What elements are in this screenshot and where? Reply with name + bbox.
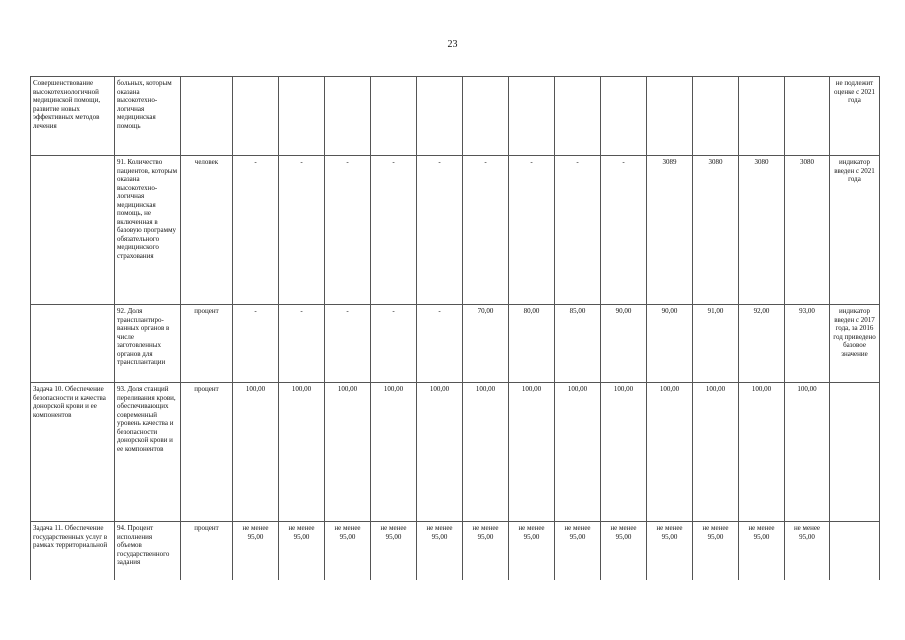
value-cell: - (509, 156, 555, 305)
indicator-cell: 93. Доля станций переливания крови, обеспечивающих современный уровень качества и безопасности донорской крови и ее компонентов (115, 383, 181, 522)
value-cell: - (371, 305, 417, 383)
value-cell: - (279, 156, 325, 305)
value-cell: 100,00 (601, 383, 647, 522)
value-cell: 100,00 (463, 383, 509, 522)
value-cell: - (601, 156, 647, 305)
value-cell: - (233, 156, 279, 305)
value-cell: 3080 (739, 156, 785, 305)
value-cell (371, 77, 417, 156)
table-row (31, 156, 880, 305)
value-cell: 100,00 (647, 383, 693, 522)
value-cell: - (463, 156, 509, 305)
value-cell: - (555, 156, 601, 305)
value-cell: не менее 95,00 (601, 522, 647, 581)
unit-cell: процент (181, 305, 233, 383)
value-cell: - (417, 305, 463, 383)
value-cell: 3080 (693, 156, 739, 305)
note-cell: индикатор введен с 2017 года, за 2016 год приведено базовое значение (830, 305, 880, 383)
value-cell: 100,00 (509, 383, 555, 522)
table-row (31, 77, 880, 156)
value-cell (785, 77, 830, 156)
value-cell: 91,00 (693, 305, 739, 383)
table-row (31, 305, 880, 383)
value-cell (739, 77, 785, 156)
page-number: 23 (447, 39, 458, 50)
unit-cell: процент (181, 383, 233, 522)
indicators-table (30, 76, 880, 580)
value-cell: 100,00 (325, 383, 371, 522)
value-cell: 100,00 (371, 383, 417, 522)
table-row (31, 522, 880, 581)
value-cell (693, 77, 739, 156)
note-cell (830, 383, 880, 522)
note-cell: индикатор введен с 2021 года (830, 156, 880, 305)
value-cell: 3080 (785, 156, 830, 305)
value-cell: 3089 (647, 156, 693, 305)
value-cell: 70,00 (463, 305, 509, 383)
value-cell: не менее 95,00 (509, 522, 555, 581)
task-cell: Задача 10. Обеспечение безопасности и качества донорской крови и ее компонентов (31, 383, 115, 522)
value-cell: - (417, 156, 463, 305)
value-cell (509, 77, 555, 156)
task-cell (31, 156, 115, 305)
unit-cell: процент (181, 522, 233, 581)
note-cell (830, 522, 880, 581)
value-cell: 85,00 (555, 305, 601, 383)
value-cell: 90,00 (601, 305, 647, 383)
value-cell: - (279, 305, 325, 383)
value-cell (647, 77, 693, 156)
value-cell (601, 77, 647, 156)
value-cell: 100,00 (785, 383, 830, 522)
indicator-cell: 92. Доля трансплантированных органов в числе заготовленных органов для трансплантации (115, 305, 181, 383)
table-row (31, 383, 880, 522)
value-cell: 100,00 (417, 383, 463, 522)
value-cell (279, 77, 325, 156)
note-cell: не подлежит оценке с 2021 года (830, 77, 880, 156)
unit-cell (181, 77, 233, 156)
indicator-cell: 94. Процент исполнения объемов государственного задания (115, 522, 181, 581)
value-cell (417, 77, 463, 156)
value-cell (325, 77, 371, 156)
value-cell (233, 77, 279, 156)
task-cell: Задача 11. Обеспечение государственных услуг в рамках территориальной (31, 522, 115, 581)
value-cell: - (325, 305, 371, 383)
value-cell: не менее 95,00 (417, 522, 463, 581)
value-cell: 100,00 (739, 383, 785, 522)
value-cell: 93,00 (785, 305, 830, 383)
value-cell: 100,00 (555, 383, 601, 522)
value-cell: 92,00 (739, 305, 785, 383)
indicator-cell: больных, которым оказана высокотехнологичная медицинская помощь (115, 77, 181, 156)
task-cell (31, 305, 115, 383)
value-cell: не менее 95,00 (647, 522, 693, 581)
value-cell: 90,00 (647, 305, 693, 383)
value-cell (463, 77, 509, 156)
value-cell: не менее 95,00 (555, 522, 601, 581)
value-cell: - (233, 305, 279, 383)
value-cell: не менее 95,00 (325, 522, 371, 581)
unit-cell: человек (181, 156, 233, 305)
table-body (31, 77, 880, 581)
value-cell: не менее 95,00 (739, 522, 785, 581)
value-cell: не менее 95,00 (785, 522, 830, 581)
indicator-cell: 91. Количество пациентов, которым оказана высокотехнологичная медицинская помощь, не включенная в базовую программу обязательного медицинского страхования (115, 156, 181, 305)
value-cell: не менее 95,00 (233, 522, 279, 581)
value-cell: 100,00 (693, 383, 739, 522)
value-cell: не менее 95,00 (693, 522, 739, 581)
value-cell: не менее 95,00 (463, 522, 509, 581)
value-cell: 100,00 (233, 383, 279, 522)
value-cell: 100,00 (279, 383, 325, 522)
value-cell (555, 77, 601, 156)
value-cell: 80,00 (509, 305, 555, 383)
value-cell: не менее 95,00 (279, 522, 325, 581)
value-cell: - (371, 156, 417, 305)
value-cell: не менее 95,00 (371, 522, 417, 581)
task-cell: Совершенствование высокотехнологичной медицинской помощи, развитие новых эффективных методов лечения (31, 77, 115, 156)
value-cell: - (325, 156, 371, 305)
